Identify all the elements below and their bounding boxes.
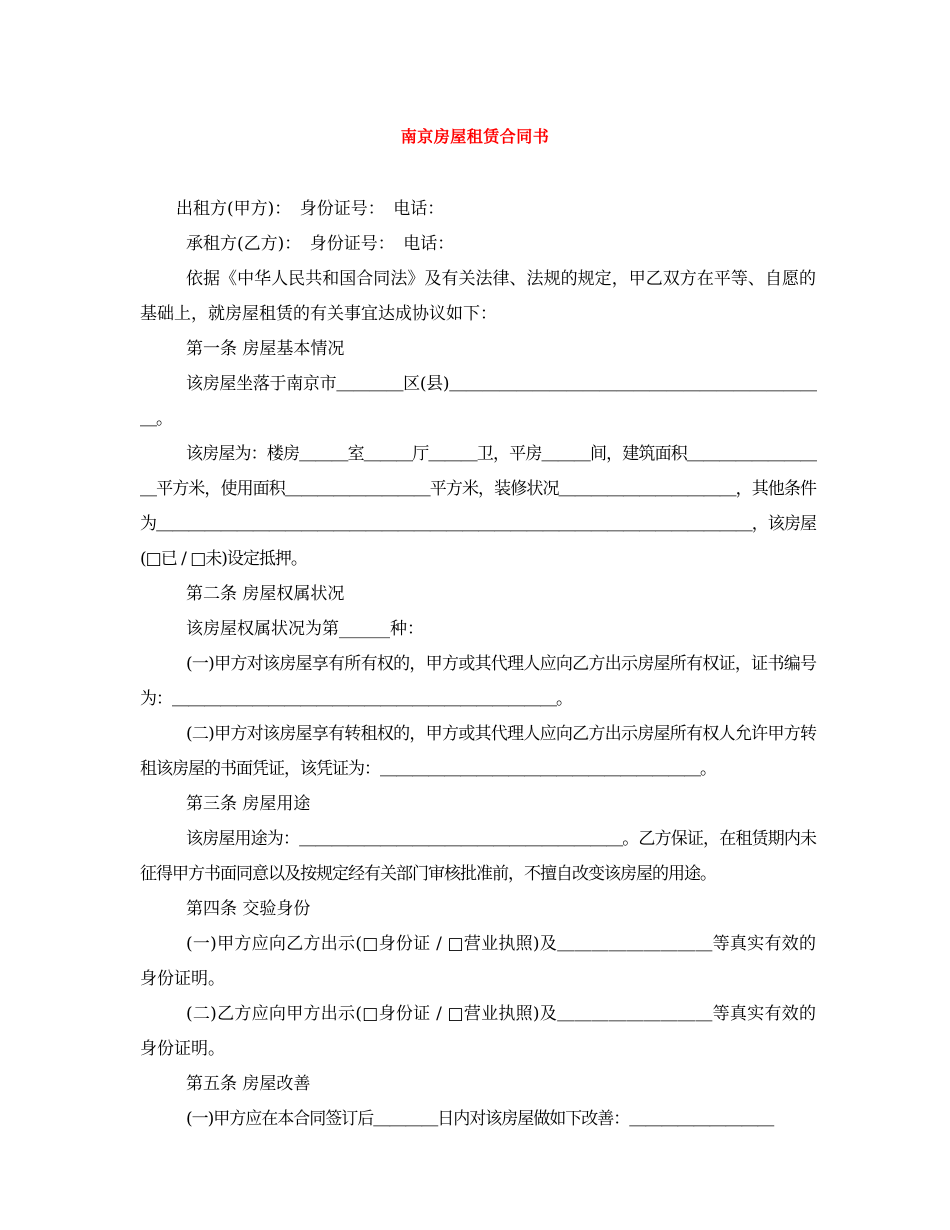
contract-body: [140, 192, 816, 1137]
preamble-paragraph: 依据《中华人民共和国合同法》及有关法律、法规的规定，甲乙双方在平等、自愿的基础上，就房屋租赁的有关事宜达成协议如下：: [140, 269, 816, 324]
article-2-clause-2: (二)甲方对该房屋享有转租权的，甲方或其代理人应向乙方出示房屋所有权人允许甲方转租该房屋的书面凭证，该凭证为：＿＿＿＿＿＿＿＿＿＿＿＿＿＿＿＿＿＿＿＿。: [140, 724, 816, 779]
article-2-heading: 第二条 房屋权属状况: [186, 584, 345, 604]
article-1-details: 该房屋为：楼房＿＿＿室＿＿＿厅＿＿＿卫，平房＿＿＿间，建筑面积＿＿＿＿＿＿＿＿＿平方米，使用面积＿＿＿＿＿＿＿＿＿平方米，装修状况＿＿＿＿＿＿＿＿＿＿＿，其他条件为＿＿＿＿＿＿＿＿＿＿＿＿＿＿＿＿＿＿＿＿＿＿＿＿＿＿＿＿＿＿＿＿＿＿＿＿＿，该房屋(□已 / □未)设定抵押。: [140, 444, 816, 569]
article-1-heading: 第一条 房屋基本情况: [186, 339, 345, 359]
article-2-status: 该房屋权属状况为第______种：: [186, 619, 424, 639]
article-2-clause-1: (一)甲方对该房屋享有所有权的，甲方或其代理人应向乙方出示房屋所有权证，证书编号为：＿＿＿＿＿＿＿＿＿＿＿＿＿＿＿＿＿＿＿＿＿＿＿＿。: [140, 654, 816, 709]
party-a-line: 出租方(甲方)： 身份证号： 电话：: [176, 199, 445, 219]
article-4-clause-1: (一)甲方应向乙方出示(□身份证 / □营业执照)及＿＿＿＿＿＿＿＿＿等真实有效的身份证明。: [140, 934, 816, 989]
article-3-heading: 第三条 房屋用途: [186, 794, 311, 814]
party-b-line: 承租方(乙方)： 身份证号： 电话：: [186, 234, 455, 254]
article-1-location: 该房屋坐落于南京市＿＿＿＿区(县)＿＿＿＿＿＿＿＿＿＿＿＿＿＿＿＿＿＿＿＿＿＿＿。: [140, 374, 816, 429]
article-5-clause-1: (一)甲方应在本合同签订后＿＿＿＿日内对该房屋做如下改善：＿＿＿＿＿＿＿＿＿: [186, 1109, 774, 1129]
article-4-clause-2: (二)乙方应向甲方出示(□身份证 / □营业执照)及＿＿＿＿＿＿＿＿＿等真实有效的身份证明。: [140, 1004, 816, 1059]
article-4-heading: 第四条 交验身份: [186, 899, 311, 919]
article-3-usage: 该房屋用途为：＿＿＿＿＿＿＿＿＿＿＿＿＿＿＿＿＿＿＿＿。乙方保证，在租赁期内未征得甲方书面同意以及按规定经有关部门审核批准前，不擅自改变该房屋的用途。: [140, 829, 816, 884]
article-5-heading: 第五条 房屋改善: [186, 1074, 311, 1094]
document-title: 南京房屋租赁合同书: [400, 127, 550, 146]
